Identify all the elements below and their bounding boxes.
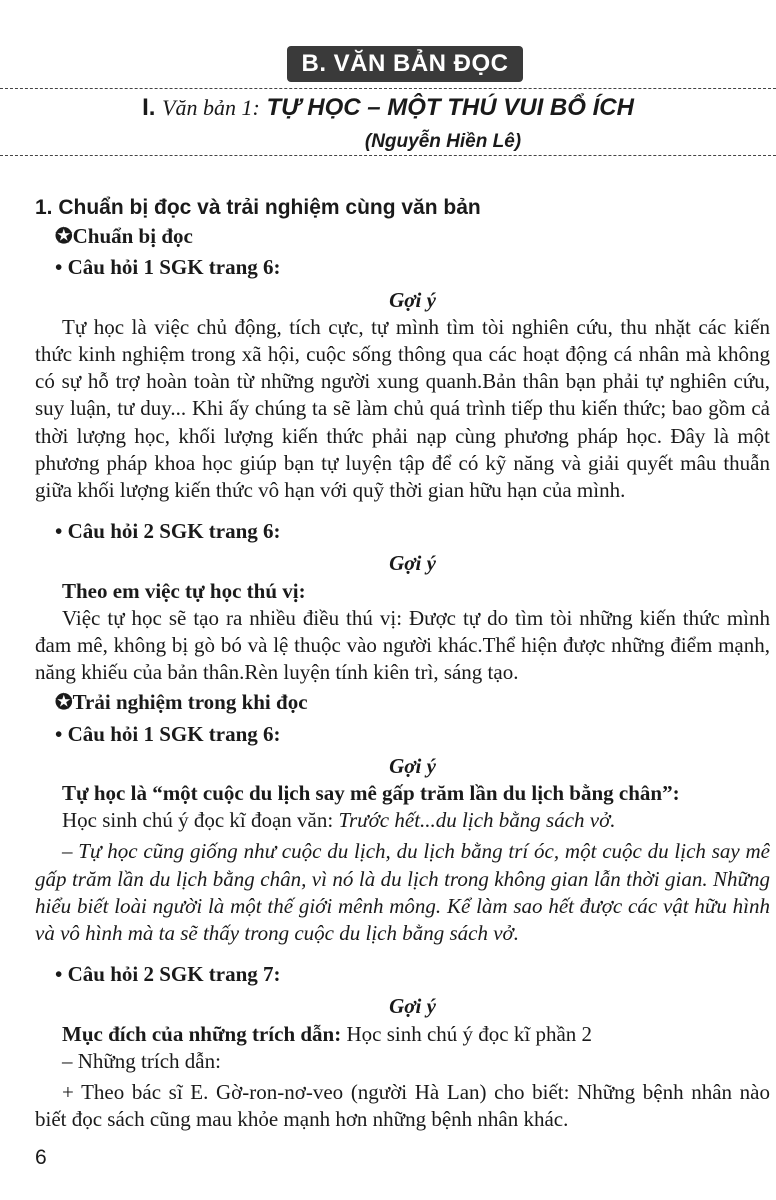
answer-line: – Những trích dẫn: <box>62 1048 221 1073</box>
section-heading: 1. Chuẩn bị đọc và trải nghiệm cùng văn bản <box>35 196 481 219</box>
answer-heading: Tự học là “một cuộc du lịch say mê gấp trăm lần du lịch bằng chân”: <box>62 781 680 806</box>
question-heading: • Câu hỏi 2 SGK trang 7: <box>55 962 281 987</box>
question-heading: • Câu hỏi 1 SGK trang 6: <box>55 721 281 746</box>
answer-paragraph: Tự học là việc chủ động, tích cực, tự mình tìm tòi nghiên cứu, thu nhặt các kiến thức kinh nghiệm trong xã hội, cuộc sống thông qua các hoạt động cá nhân mà không có sự hỗ trợ hoàn toàn từ những người xung quanh.Bản thân bạn phải tự nghiên cứu, suy luận, tư duy... Khi ấy chúng ta sẽ làm chủ quá trình tiếp thu kiến thức; bao gồm cả thời lượng học, khối lượng kiến thức phải nạp cùng phương pháp học. Đây là một phương pháp khoa học giúp bạn tự luyện tập để có kỹ năng và giải quyết mâu thuẫn giữa khối lượng kiến thức vô hạn với quỹ thời gian hữu hạn của mình. <box>35 314 770 503</box>
question-heading: • Câu hỏi 2 SGK trang 6: <box>55 519 281 544</box>
answer-heading: Mục đích của những trích dẫn: <box>62 1021 342 1046</box>
hint-label: Gợi ý <box>389 753 436 778</box>
page-number: 6 <box>35 1146 47 1169</box>
title-main: TỰ HỌC – MỘT THÚ VUI BỔ ÍCH <box>266 94 634 121</box>
divider <box>0 155 776 156</box>
answer-line <box>35 807 770 834</box>
subheading: ✪Trải nghiệm trong khi đọc <box>55 690 308 715</box>
subheading: ✪Chuẩn bị đọc <box>55 224 193 249</box>
hint-label: Gợi ý <box>389 551 436 576</box>
section-banner: B. VĂN BẢN ĐỌC <box>287 46 523 82</box>
hint-label: Gợi ý <box>389 994 436 1019</box>
answer-text: Học sinh chú ý đọc kĩ phần 2 <box>341 1021 593 1046</box>
answer-line <box>35 1021 770 1048</box>
title-script: Văn bản 1: <box>162 95 260 120</box>
content <box>35 194 770 1134</box>
title-prefix: I. <box>142 94 156 121</box>
answer-paragraph: Việc tự học sẽ tạo ra nhiều điều thú vị: Được tự do tìm tòi những kiến thức mình đam mê, không bị gò bó và lệ thuộc vào người khác.Thể hiện được những điểm mạnh, năng khiếu của bản thân.Rèn luyện tính kiên trì, sáng tạo. <box>35 605 770 685</box>
answer-text: Học sinh chú ý đọc kĩ đoạn văn: <box>62 808 339 833</box>
answer-paragraph: + Theo bác sĩ E. Gờ-ron-nơ-veo (người Hà Lan) cho biết: Những bệnh nhân nào biết đọc sách cũng mau khỏe mạnh hơn những bệnh nhân khác. <box>35 1080 770 1132</box>
quote-text: Trước hết...du lịch bằng sách vở. <box>338 808 616 833</box>
hint-label: Gợi ý <box>389 287 436 312</box>
answer-heading: Theo em việc tự học thú vị: <box>62 578 306 603</box>
question-heading: • Câu hỏi 1 SGK trang 6: <box>55 255 281 280</box>
author: (Nguyễn Hiền Lê) <box>364 131 522 152</box>
divider <box>0 88 776 89</box>
page-title <box>0 94 776 122</box>
answer-paragraph: – Tự học cũng giống như cuộc du lịch, du lịch bằng trí óc, một cuộc du lịch say mê gấp trăm lần du lịch bằng chân, vì nó là du lịch trong không gian lẫn thời gian. Những hiểu biết loài người là một thế giới mênh mông. Kể làm sao hết được các vật hữu hình và vô hình mà ta sẽ thấy trong cuộc du lịch bằng sách vở. <box>35 839 770 946</box>
